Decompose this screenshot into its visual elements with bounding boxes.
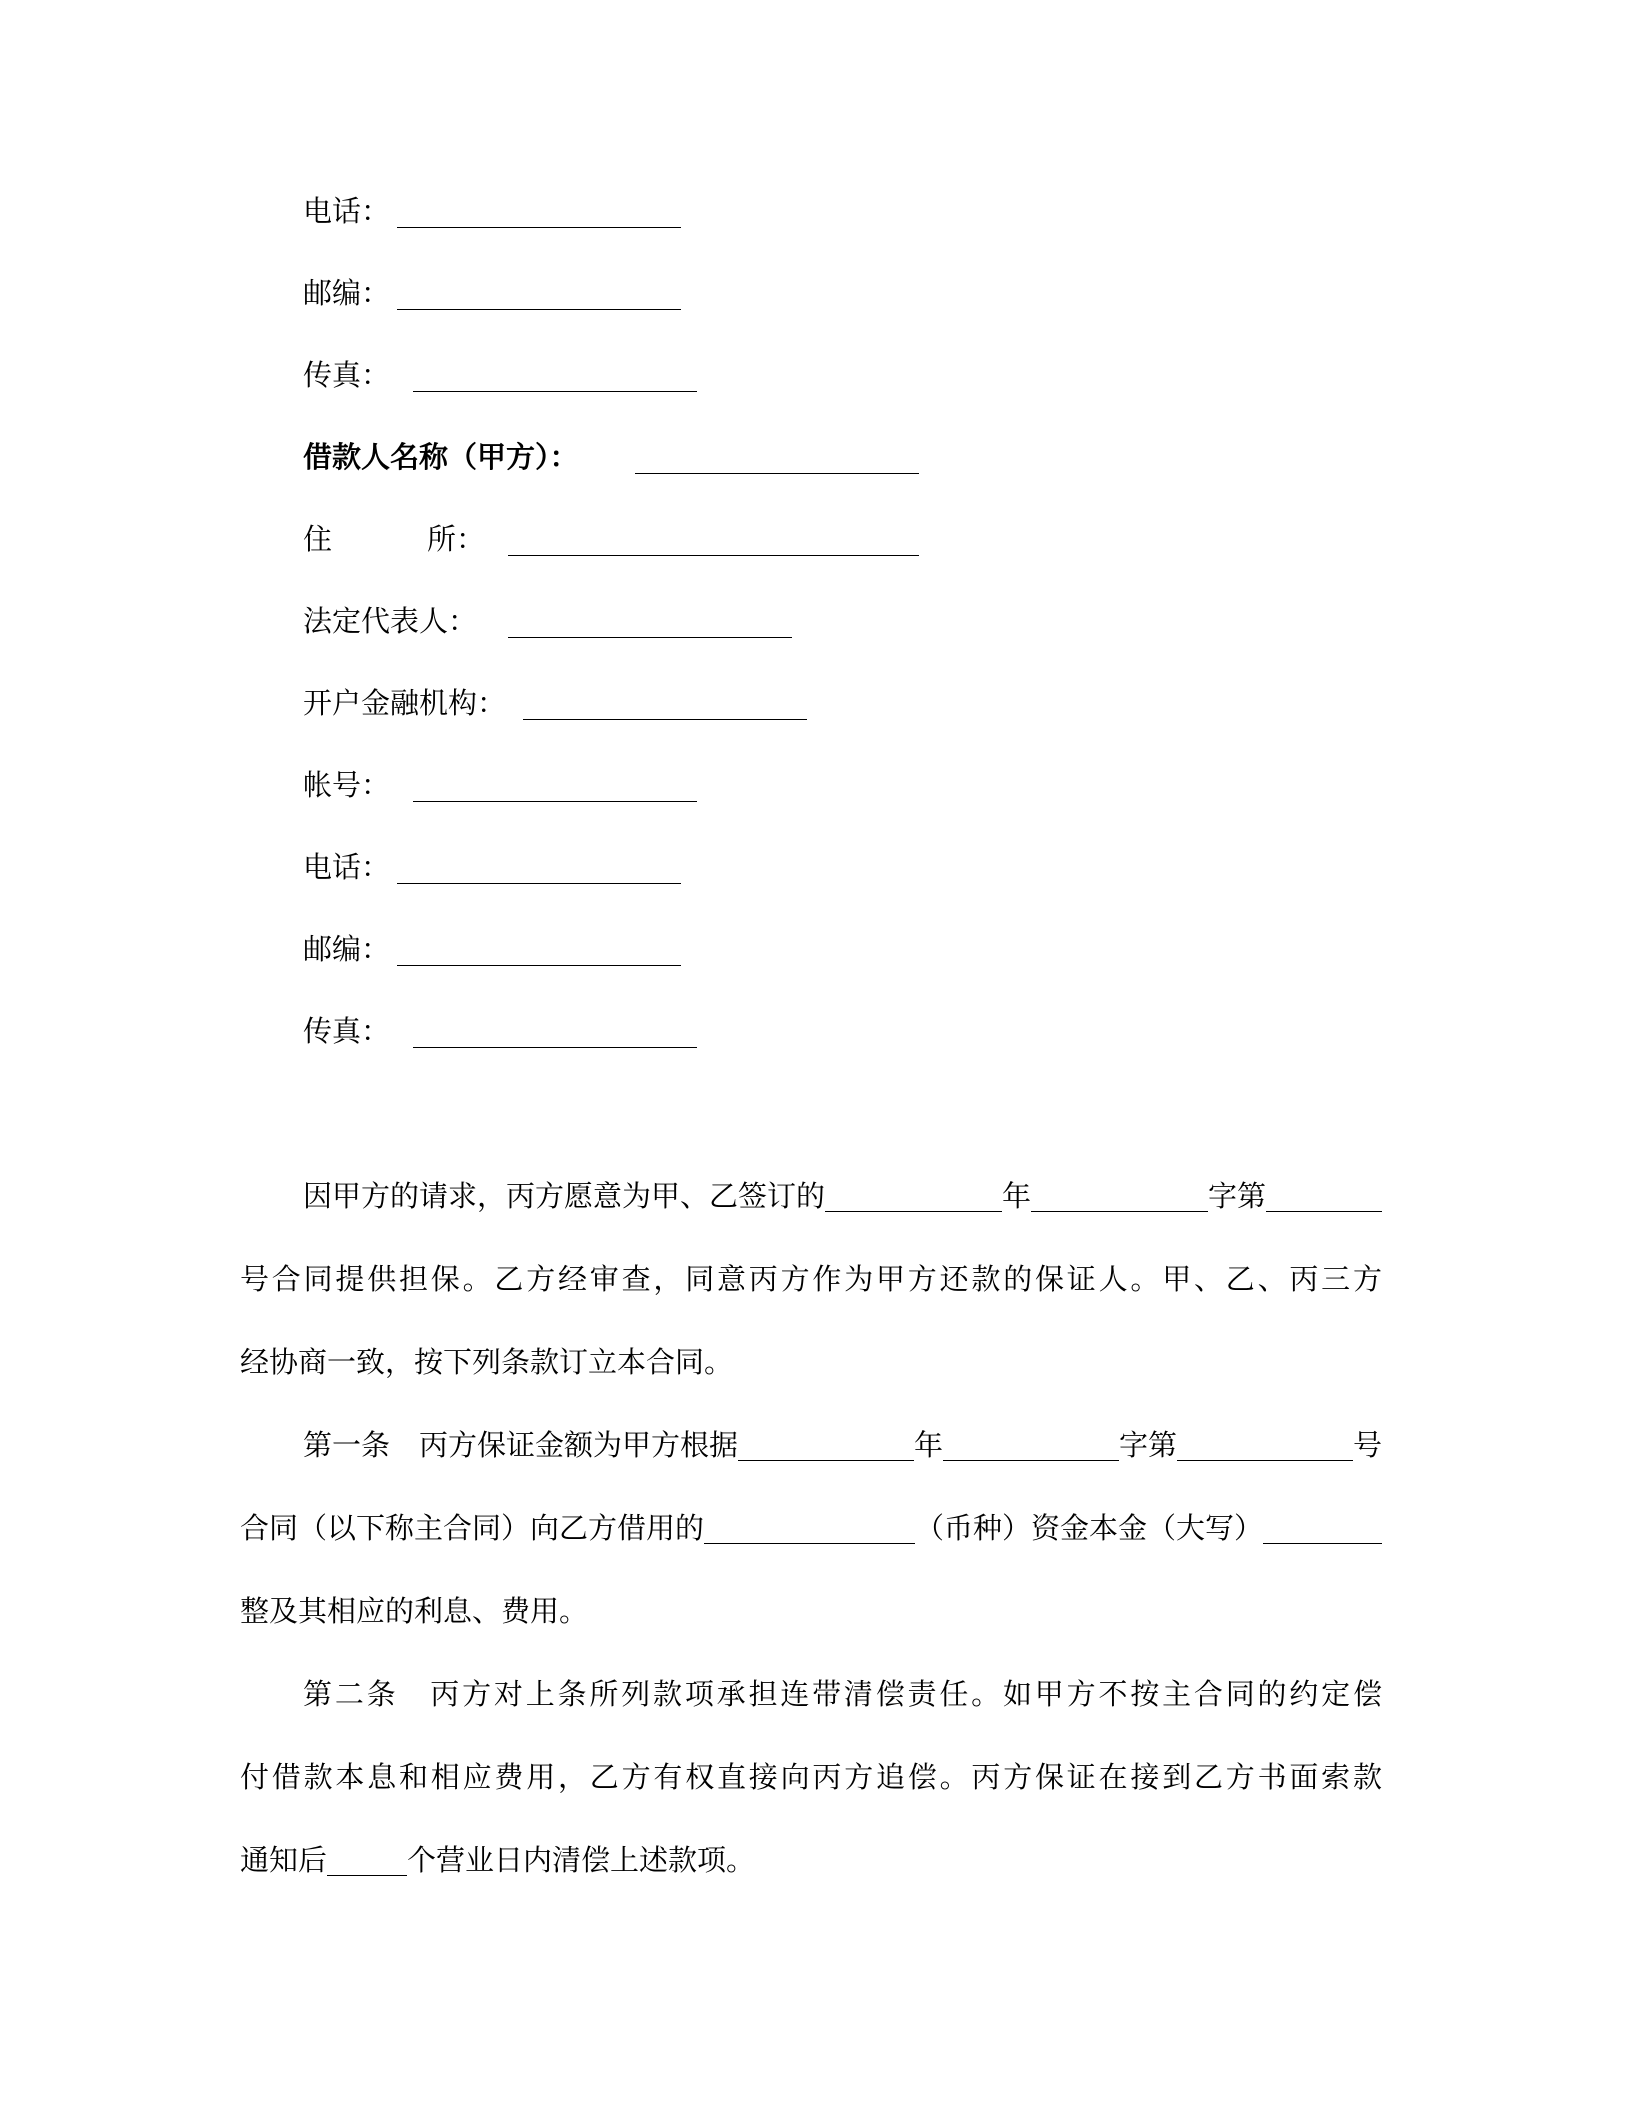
preamble-year-blank[interactable] (825, 1181, 1002, 1212)
guarantor-phone-label: 电话： (303, 194, 391, 228)
borrower-fax-blank[interactable] (413, 1047, 697, 1048)
article-2-text-3a: 通知后 (240, 1843, 328, 1877)
borrower-bank-blank[interactable] (523, 719, 807, 720)
article-1-text-1d: 号 (1352, 1428, 1382, 1462)
guarantor-fax-blank[interactable] (413, 391, 697, 392)
borrower-postcode-blank[interactable] (397, 965, 681, 966)
article-1-text-1c: 字第 (1118, 1428, 1177, 1462)
borrower-account-label: 帐号： (303, 768, 391, 802)
article-2-text-2: 付借款本息和相应费用，乙方有权直接向丙方追偿。丙方保证在接到乙方书面索款 (240, 1760, 1385, 1794)
borrower-legal-rep-label: 法定代表人： (303, 604, 478, 638)
preamble-text-2: 号合同提供担保。乙方经审查，同意丙方作为甲方还款的保证人。甲、乙、丙三方 (240, 1262, 1385, 1296)
article-1-amount-blank[interactable] (1263, 1513, 1382, 1544)
preamble-line-1 (240, 1155, 1382, 1238)
borrower-address-blank[interactable] (508, 555, 919, 556)
preamble-paragraph (240, 1155, 1385, 1404)
borrower-phone-blank[interactable] (397, 883, 681, 884)
article-1-text-2a: 合同（以下称主合同）向乙方借用的 (240, 1511, 705, 1545)
article-1-line-2 (240, 1487, 1382, 1570)
guarantor-postcode-label: 邮编： (303, 276, 391, 310)
borrower-name-blank[interactable] (635, 473, 919, 474)
preamble-text-3: 经协商一致，按下列条款订立本合同。 (240, 1345, 734, 1379)
preamble-line-3 (240, 1321, 1382, 1404)
preamble-prefix-blank[interactable] (1031, 1181, 1208, 1212)
article-1-line-3 (240, 1570, 1382, 1653)
guarantor-postcode-blank[interactable] (397, 309, 681, 310)
borrower-bank-label: 开户金融机构： (303, 686, 507, 720)
guarantor-phone-blank[interactable] (397, 227, 681, 228)
article-1-year-blank[interactable] (738, 1430, 914, 1461)
borrower-legal-rep-blank[interactable] (508, 637, 792, 638)
article-1-prefix-blank[interactable] (943, 1430, 1119, 1461)
borrower-phone-label: 电话： (303, 850, 391, 884)
article-1-text-2b: （币种）资金本金（大写） (915, 1511, 1264, 1545)
article-1-text-1a: 第一条 丙方保证金额为甲方根据 (303, 1428, 739, 1462)
article-1-text-1b: 年 (913, 1428, 943, 1462)
article-2-text-3b: 个营业日内清偿上述款项。 (407, 1843, 756, 1877)
borrower-fax-label: 传真： (303, 1014, 391, 1048)
borrower-address-label-2: 所： (427, 522, 486, 556)
guarantor-fax-label: 传真： (303, 358, 391, 392)
article-1-number-blank[interactable] (1177, 1430, 1353, 1461)
preamble-text-1c: 字第 (1208, 1179, 1267, 1213)
preamble-line-2 (240, 1238, 1385, 1321)
borrower-postcode-label: 邮编： (303, 932, 391, 966)
article-2-text-1: 第二条 丙方对上条所列款项承担连带清偿责任。如甲方不按主合同的约定偿 (303, 1677, 1385, 1711)
article-1-paragraph (240, 1404, 1382, 1653)
preamble-text-1a: 因甲方的请求，丙方愿意为甲、乙签订的 (303, 1179, 826, 1213)
article-1-text-3: 整及其相应的利息、费用。 (240, 1594, 589, 1628)
preamble-text-1b: 年 (1002, 1179, 1032, 1213)
borrower-name-label: 借款人名称（甲方）： (303, 440, 579, 474)
article-2-paragraph (240, 1653, 1385, 1902)
borrower-account-blank[interactable] (413, 801, 697, 802)
article-2-days-blank[interactable] (327, 1845, 407, 1876)
preamble-number-blank[interactable] (1266, 1181, 1382, 1212)
article-1-currency-blank[interactable] (704, 1513, 915, 1544)
article-2-line-1 (240, 1653, 1385, 1736)
borrower-address-label-1: 住 (303, 522, 333, 556)
article-2-line-3 (240, 1819, 1382, 1902)
article-2-line-2 (240, 1736, 1385, 1819)
article-1-line-1 (240, 1404, 1382, 1487)
